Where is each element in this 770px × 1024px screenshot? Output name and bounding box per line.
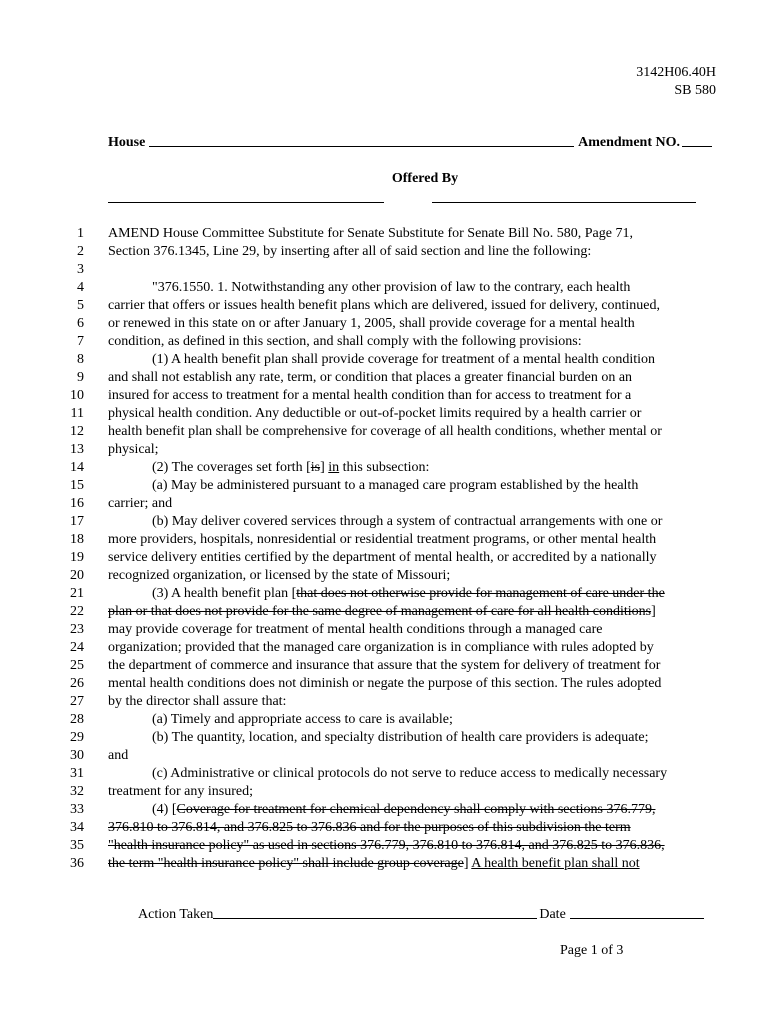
line-text	[108, 279, 630, 297]
line-segment: [	[171, 802, 177, 817]
line-number: 7	[77, 334, 84, 349]
line-text	[108, 819, 631, 837]
text-line	[48, 819, 728, 837]
line-segment: (3) A health benefit plan	[152, 586, 292, 601]
line-number: 36	[70, 856, 84, 871]
line-segment: Section 376.1345, Line 29, by inserting after all of said section and line the following:	[108, 244, 592, 259]
line-number: 18	[70, 532, 84, 547]
line-text	[108, 315, 635, 333]
line-segment: "376.1550. 1. Notwithstanding any other provision of law to the contrary, each health	[152, 280, 631, 295]
line-number: 6	[77, 316, 84, 331]
line-text	[108, 729, 648, 747]
text-line	[48, 675, 728, 693]
line-segment: physical health condition. Any deductible or out-of-pocket limits required by a health carrier or	[108, 406, 642, 421]
line-segment: ]	[320, 460, 325, 475]
line-number: 21	[70, 586, 84, 601]
text-line	[48, 225, 728, 243]
line-segment: (a) Timely and appropriate access to care is available;	[152, 712, 453, 727]
text-line	[48, 837, 728, 855]
line-number: 9	[77, 370, 84, 385]
text-line	[48, 513, 728, 531]
offered-by-blank-1	[108, 202, 384, 203]
deleted-text: the term "health insurance policy" shall include group coverage	[108, 856, 464, 871]
line-segment: health benefit plan shall be comprehensive for coverage of all health conditions, whether mental or	[108, 424, 662, 439]
line-segment: recognized organization, or licensed by the state of Missouri;	[108, 568, 451, 583]
line-text	[108, 531, 656, 549]
line-text	[108, 747, 128, 765]
line-number: 14	[70, 460, 84, 475]
text-line	[48, 603, 728, 621]
line-segment: physical;	[108, 442, 159, 457]
deleted-text: "health insurance policy" as used in sections 376.779, 376.810 to 376.814, and 376.825 to 376.836,	[108, 838, 665, 853]
line-number: 32	[70, 784, 84, 799]
line-text	[108, 711, 453, 729]
line-segment: (4)	[152, 802, 172, 817]
line-segment: condition, as defined in this section, and shall comply with the following provisions:	[108, 334, 582, 349]
text-line	[48, 459, 728, 477]
line-segment: and shall not establish any rate, term, or condition that places a greater financial burden on an	[108, 370, 633, 385]
text-line	[48, 621, 728, 639]
line-number: 12	[70, 424, 84, 439]
line-segment: (a) May be administered pursuant to a managed care program established by the health	[152, 478, 639, 493]
date-blank	[570, 917, 704, 919]
line-segment: ]	[463, 856, 469, 871]
line-segment: AMEND House Committee Substitute for Senate Substitute for Senate Bill No. 580, Page 71,	[108, 226, 633, 241]
line-number: 10	[70, 388, 84, 403]
text-line	[48, 765, 728, 783]
text-line	[48, 441, 728, 459]
line-text	[108, 243, 591, 261]
line-segment: mental health conditions does not diminish or negate the purpose of this section. The rules adopted	[108, 676, 662, 691]
text-line	[48, 783, 728, 801]
line-text	[108, 693, 286, 711]
line-text	[108, 225, 633, 243]
amendment-text	[48, 225, 728, 873]
line-segment: the department of commerce and insurance that assure that the system for delivery of treatment for	[108, 658, 661, 673]
date-label: Date	[539, 907, 566, 922]
house-amendment-line	[108, 135, 712, 151]
line-number: 29	[70, 730, 84, 745]
line-text	[108, 333, 582, 351]
line-number: 25	[70, 658, 84, 673]
line-text	[108, 423, 662, 441]
line-number: 22	[70, 604, 84, 619]
line-number: 23	[70, 622, 84, 637]
line-number: 11	[70, 406, 84, 421]
line-number: 24	[70, 640, 84, 655]
inserted-text: in	[328, 460, 340, 475]
deleted-text: Coverage for treatment for chemical dependency shall comply with sections 376.779,	[176, 802, 656, 817]
page-number: Page 1 of 3	[560, 943, 624, 958]
line-number: 19	[70, 550, 84, 565]
line-segment: this subsection:	[339, 460, 430, 475]
line-number: 8	[77, 352, 84, 367]
line-segment: or renewed in this state on or after January 1, 2005, shall provide coverage for a mental health	[108, 316, 635, 331]
line-number: 26	[70, 676, 84, 691]
line-text	[108, 765, 667, 783]
line-number: 13	[70, 442, 84, 457]
deleted-text: 376.810 to 376.814, and 376.825 to 376.836 and for the purposes of this subdivision the term	[108, 820, 631, 835]
line-segment: insured for access to treatment for a mental health condition than for access to treatment for a	[108, 388, 632, 403]
line-segment: [	[291, 586, 297, 601]
line-segment: (b) May deliver covered services through a system of contractual arrangements with one or	[152, 514, 663, 529]
action-taken-blank	[213, 917, 537, 919]
text-line	[48, 333, 728, 351]
text-line	[48, 261, 728, 279]
house-blank	[149, 145, 574, 147]
line-text	[108, 639, 654, 657]
action-taken-label: Action Taken	[138, 907, 214, 922]
line-number: 33	[70, 802, 84, 817]
line-number: 27	[70, 694, 84, 709]
line-text	[108, 801, 655, 819]
line-text	[108, 837, 665, 855]
text-line	[48, 387, 728, 405]
deleted-text: plan or that does not provide for the same degree of management of care for all health conditions	[108, 604, 652, 619]
line-number: 31	[70, 766, 84, 781]
line-segment: service delivery entities certified by the department of mental health, or accredited by a nationally	[108, 550, 657, 565]
line-text	[108, 387, 631, 405]
line-text	[108, 783, 253, 801]
text-line	[48, 279, 728, 297]
text-line	[48, 567, 728, 585]
deleted-text: that does not otherwise provide for management of care under the	[296, 586, 665, 601]
text-line	[48, 801, 728, 819]
line-segment: organization; provided that the managed care organization is in compliance with rules adopted by	[108, 640, 654, 655]
text-line	[48, 855, 728, 873]
line-text	[108, 657, 660, 675]
line-text	[108, 675, 661, 693]
line-segment: treatment for any insured;	[108, 784, 254, 799]
text-line	[48, 711, 728, 729]
line-text	[108, 855, 640, 873]
line-segment: (1) A health benefit plan shall provide coverage for treatment of a mental health condition	[152, 352, 656, 367]
line-number: 17	[70, 514, 84, 529]
line-text	[108, 405, 641, 423]
text-line	[48, 369, 728, 387]
line-number: 1	[77, 226, 84, 241]
line-segment: (2) The coverages set forth	[152, 460, 307, 475]
text-line	[48, 477, 728, 495]
line-text	[108, 567, 450, 585]
line-number: 5	[77, 298, 84, 313]
line-text	[108, 297, 660, 315]
inserted-text: A health benefit plan shall not	[471, 856, 640, 871]
amendment-label: Amendment NO.	[578, 135, 680, 150]
deleted-text: is	[310, 460, 321, 475]
line-segment: and	[108, 748, 129, 763]
line-segment: (c) Administrative or clinical protocols do not serve to reduce access to medically necessary	[152, 766, 668, 781]
line-number: 2	[77, 244, 84, 259]
line-number: 34	[70, 820, 84, 835]
amendment-number-blank	[682, 145, 712, 147]
line-segment: may provide coverage for treatment of mental health conditions through a managed care	[108, 622, 603, 637]
text-line	[48, 729, 728, 747]
line-number: 20	[70, 568, 84, 583]
line-text	[108, 477, 638, 495]
line-text	[108, 459, 429, 477]
line-segment: carrier that offers or issues health benefit plans which are delivered, issued for delivery, continued,	[108, 298, 661, 313]
line-text	[108, 585, 665, 603]
text-line	[48, 405, 728, 423]
offered-by-blank-2	[432, 202, 696, 203]
text-line	[48, 297, 728, 315]
line-segment: (b) The quantity, location, and specialty distribution of health care providers is adequate;	[152, 730, 649, 745]
bill-code-line-1: 3142H06.40H	[636, 65, 716, 80]
line-text	[108, 351, 655, 369]
house-label: House	[108, 135, 146, 150]
line-number: 3	[77, 262, 84, 277]
line-segment: by the director shall assure that:	[108, 694, 287, 709]
line-segment: [	[306, 460, 311, 475]
text-line	[48, 243, 728, 261]
text-line	[48, 531, 728, 549]
line-text	[108, 369, 632, 387]
line-text	[108, 603, 656, 621]
line-number: 4	[77, 280, 84, 295]
action-taken-line	[138, 907, 718, 923]
line-segment: carrier; and	[108, 496, 173, 511]
line-number: 15	[70, 478, 84, 493]
line-segment: more providers, hospitals, nonresidential or residential treatment programs, or other mental health	[108, 532, 657, 547]
line-segment: ]	[651, 604, 656, 619]
offered-by-label: Offered By	[391, 171, 459, 186]
line-number: 30	[70, 748, 84, 763]
text-line	[48, 315, 728, 333]
text-line	[48, 351, 728, 369]
line-text	[108, 441, 159, 459]
text-line	[48, 423, 728, 441]
text-line	[48, 747, 728, 765]
line-number: 35	[70, 838, 84, 853]
text-line	[48, 639, 728, 657]
line-text	[108, 495, 172, 513]
line-text	[108, 549, 657, 567]
text-line	[48, 585, 728, 603]
offered-by-blanks	[108, 202, 696, 203]
line-number: 16	[70, 496, 84, 511]
line-number: 28	[70, 712, 84, 727]
bill-code	[636, 64, 716, 100]
line-text	[108, 621, 602, 639]
text-line	[48, 693, 728, 711]
bill-code-line-2: SB 580	[674, 83, 716, 98]
text-line	[48, 549, 728, 567]
text-line	[48, 495, 728, 513]
line-text	[108, 513, 662, 531]
text-line	[48, 657, 728, 675]
